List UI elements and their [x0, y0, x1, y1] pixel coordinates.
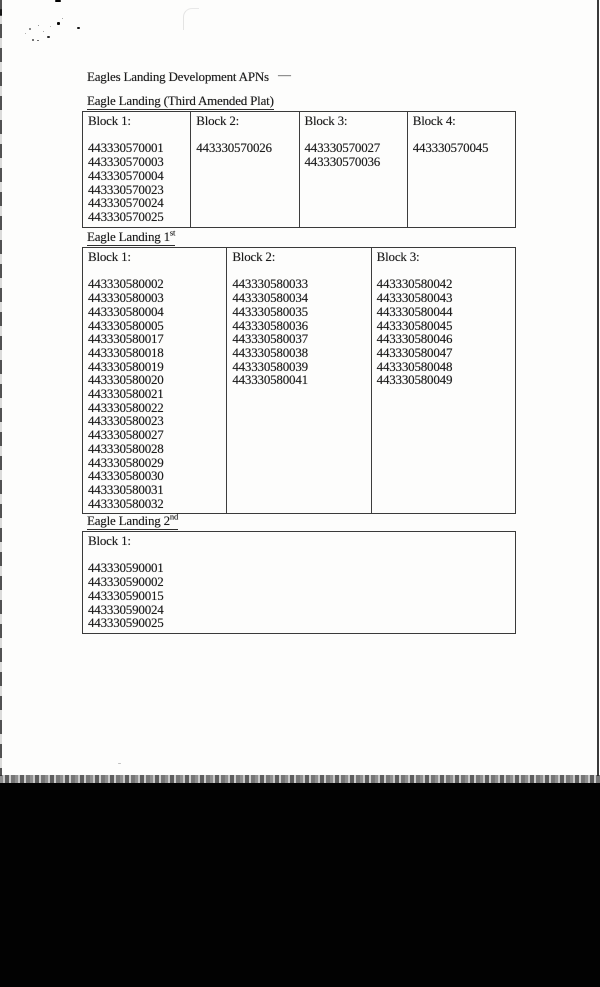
apn-number: 443330580046 [376, 331, 453, 347]
scan-speckle [25, 33, 26, 34]
blank-line [232, 264, 366, 278]
table-column [226, 248, 370, 513]
blank-line [305, 128, 403, 142]
apn-number: 443330580041 [232, 372, 308, 388]
faint-scan-mark [183, 8, 199, 30]
blank-line [377, 264, 511, 278]
apn-number: 443330580038 [232, 344, 308, 360]
scan-speckle [118, 763, 121, 764]
apn-number: 443330580037 [232, 331, 308, 347]
apn-number: 443330580027 [88, 427, 164, 443]
apn-number: 443330590015 [88, 587, 164, 603]
scan-speckle [55, 0, 61, 2]
apn-number: 443330580004 [88, 303, 164, 319]
apn-number: 443330590001 [88, 560, 164, 576]
scan-speckle [77, 27, 80, 29]
section-1 [82, 94, 516, 228]
scan-speckle [47, 36, 50, 38]
apn-number: 443330580002 [88, 276, 164, 292]
block-header: Block 1: [88, 249, 131, 264]
scan-speckle [37, 40, 39, 41]
apn-number: 443330580036 [232, 317, 308, 333]
document-title: Eagles Landing Development APNs [87, 69, 269, 84]
apn-number: 443330580020 [88, 372, 164, 388]
block-header: Block 3: [376, 249, 420, 264]
scan-speckle [62, 18, 63, 19]
block-header: Block 2: [232, 249, 276, 264]
scan-speckle [57, 22, 60, 25]
scan-left-edge-line [0, 0, 2, 776]
apn-number: 443330570045 [412, 140, 489, 156]
table-column [190, 112, 298, 227]
apn-number: 443330570024 [88, 195, 164, 211]
apn-number: 443330570036 [304, 154, 381, 170]
apn-number: 443330580044 [376, 303, 453, 319]
apn-number: 443330570003 [88, 154, 164, 170]
section-heading [87, 511, 516, 528]
handwritten-dash: — [278, 67, 291, 82]
apn-number: 443330580042 [376, 276, 453, 292]
apn-number: 443330580019 [88, 358, 164, 374]
section-heading-text: Eagle Landing 2nd [87, 511, 179, 528]
block-header: Block 2: [196, 113, 240, 128]
apn-number: 443330580030 [88, 468, 164, 484]
apn-number: 443330580048 [376, 358, 453, 374]
scan-speckle [32, 39, 34, 41]
scanner-background [0, 783, 600, 987]
apn-number: 443330580039 [232, 358, 308, 374]
table-column [299, 112, 407, 227]
table-column [83, 532, 515, 633]
table-column [371, 248, 515, 513]
apn-number: 443330580032 [88, 495, 164, 511]
apn-number: 443330580029 [88, 454, 164, 470]
scan-speckle [50, 26, 51, 27]
scan-speckle [43, 31, 44, 32]
apn-number: 443330580023 [88, 413, 164, 429]
apn-number: 443330580045 [376, 317, 453, 333]
section-heading-ordinal: nd [169, 511, 179, 522]
apn-number: 443330570023 [88, 181, 164, 197]
apn-number: 443330570027 [304, 140, 381, 156]
apn-number: 443330580017 [88, 331, 164, 347]
scan-speckle [29, 28, 31, 30]
apn-number: 443330580021 [88, 386, 164, 402]
block-header: Block 4: [412, 113, 456, 128]
paper-bottom-edge [0, 775, 600, 783]
section-heading [87, 227, 516, 244]
block-header: Block 1: [88, 113, 131, 128]
apn-number: 443330570025 [88, 208, 164, 224]
apn-table [82, 531, 516, 634]
table-column [83, 248, 226, 513]
blank-line [88, 548, 511, 562]
apn-number: 443330580031 [88, 481, 164, 497]
apn-number: 443330580022 [88, 399, 164, 415]
blank-line [88, 128, 186, 142]
section-heading [87, 94, 516, 108]
section-heading-text: Eagle Landing (Third Amended Plat) [87, 93, 274, 108]
apn-number: 443330580005 [88, 317, 164, 333]
block-header: Block 1: [88, 533, 131, 548]
apn-number: 443330580035 [232, 303, 308, 319]
section-heading-text: Eagle Landing 1st [87, 227, 176, 244]
apn-table [82, 247, 516, 514]
apn-number: 443330580033 [232, 276, 308, 292]
table-column [407, 112, 515, 227]
blank-line [88, 264, 222, 278]
apn-table [82, 111, 516, 228]
blank-line [413, 128, 511, 142]
apn-number: 443330590024 [88, 601, 164, 617]
apn-number: 443330580018 [88, 344, 164, 360]
scan-speckle [38, 25, 39, 26]
section-heading-ordinal: st [169, 227, 176, 238]
apn-number: 443330580043 [376, 290, 453, 306]
apn-number: 443330580049 [376, 372, 453, 388]
blank-line [196, 128, 294, 142]
section-3 [82, 511, 516, 634]
apn-number: 443330570004 [88, 167, 164, 183]
apn-number: 443330580047 [376, 344, 453, 360]
section-2 [82, 227, 516, 514]
table-column [83, 112, 190, 227]
apn-number: 443330580034 [232, 290, 308, 306]
apn-number: 443330590025 [88, 615, 164, 631]
apn-number: 443330570026 [196, 140, 272, 156]
block-header: Block 3: [304, 113, 348, 128]
apn-number: 443330580003 [88, 290, 164, 306]
apn-number: 443330590002 [88, 574, 164, 590]
apn-number: 443330570001 [88, 140, 164, 156]
scan-right-edge-line [597, 0, 599, 776]
apn-number: 443330580028 [88, 440, 164, 456]
